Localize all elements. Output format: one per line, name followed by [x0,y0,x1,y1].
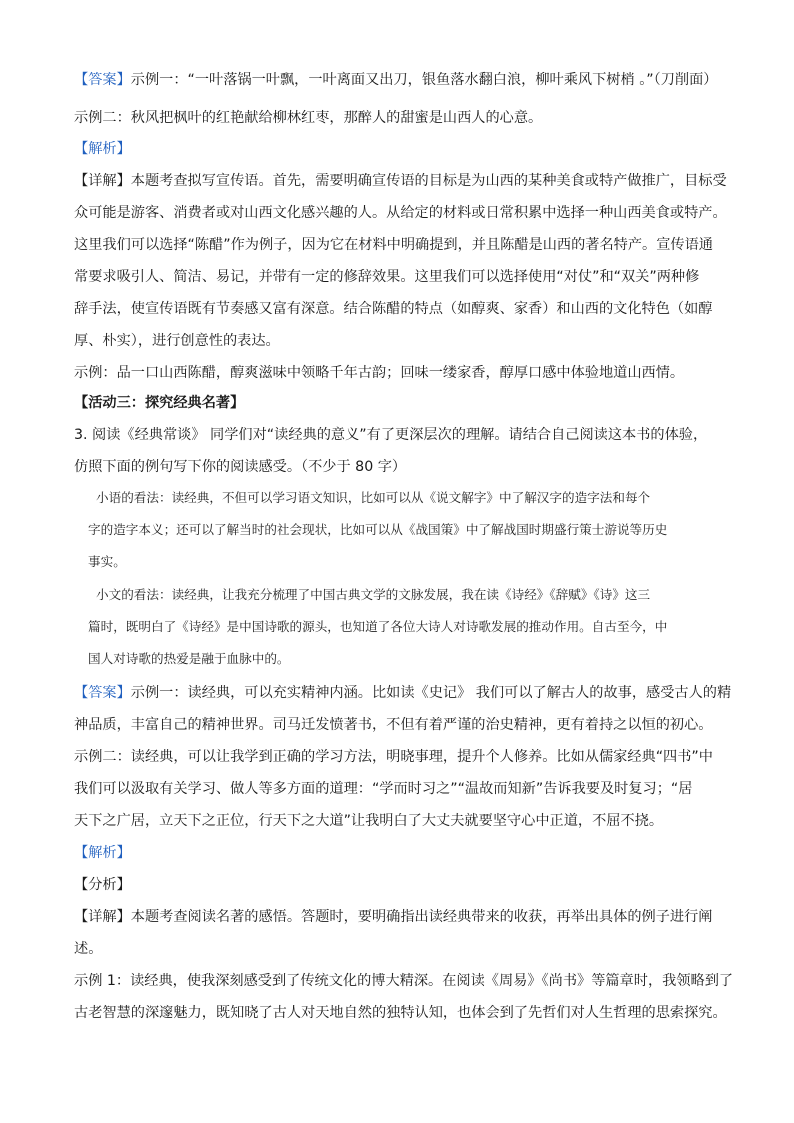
detail-text: 本题考查拟写宣传语。首先，需要明确宣传语的目标是为山西的某种美食或特产做推广，目标受 [130,173,727,189]
answer-example-2: 示例二：秋风把枫叶的红艳献给柳林红枣，那醉人的甜蜜是山西人的心意。 [74,110,543,126]
example-line: 示例 1：读经典，使我深刻感受到了传统文化的博大精深。在阅读《周易》《尚书》等篇章时，我领略到了 [74,973,734,989]
quote-line: 篇时，既明白了《诗经》是中国诗歌的源头，也知道了各位大诗人对诗歌发展的推动作用。自古至今，中 [88,619,668,634]
analysis-tag: 【解析】 [74,141,131,157]
section-heading: 【活动三：探究经典名著】 [74,395,245,411]
question-line: 3. 阅读《经典常谈》 同学们对“读经典的意义”有了更深层次的理解。请结合自己阅读这本书的体验， [74,427,708,443]
quote-line: 事实。 [88,554,126,569]
example-line: 示例二：读经典，可以让我学到正确的学习方法，明晓事理，提升个人修养。比如从儒家经典“四书”中 [74,749,713,765]
detail-line: 述。 [74,941,103,957]
detail-line: 辞手法，使宣传语既有节奏感又富有深意。结合陈醋的特点（如醇爽、家香）和山西的文化特色（如醇 [74,301,713,317]
detail-line: 众可能是游客、消费者或对山西文化感兴趣的人。从给定的材料或日常积累中选择一种山西美食或特产。 [74,205,727,221]
quote-line: 国人对诗歌的热爱是融于血脉中的。 [88,651,290,666]
quote-line: 小语的看法：读经典，不但可以学习语文知识，比如可以从《说文解字》中了解汉字的造字法和每个 [96,490,651,505]
answer-line [74,70,717,90]
answer-line [74,683,731,703]
detail-line: 常要求吸引人、简洁、易记，并带有一定的修辞效果。这里我们可以选择使用“对仗”和“双关”两种修 [74,269,700,285]
example-line: 示例：品一口山西陈醋，醇爽滋味中领略千年古韵；回味一缕家香，醇厚口感中体验地道山西情。 [74,365,685,381]
example-line: 我们可以汲取有关学习、做人等多方面的道理：“学而时习之”“温故而知新”告诉我要及时复习；“居 [74,781,693,797]
analysis-tag: 【解析】 [74,845,131,861]
question-line: 仿照下面的例句写下你的阅读感受。（不少于 80 字） [74,459,407,475]
detail-line [74,171,727,191]
answer-tag: 【答案】 [74,72,131,88]
answer-line: 神品质，丰富自己的精神世界。司马迁发愤著书，不但有着严谨的治史精神，更有着持之以恒的初心。 [74,717,713,733]
answer-text: 示例一：读经典，可以充实精神内涵。比如读《史记》 我们可以了解古人的故事，感受古人的精 [130,685,732,701]
example-line: 天下之广居，立天下之正位，行天下之大道”让我明白了大丈夫就要坚守心中正道，不屈不挠。 [74,813,664,829]
detail-line [74,907,712,927]
fenxi-tag: 【分析】 [74,877,131,893]
detail-tag: 【详解】 [74,173,131,189]
detail-line: 这里我们可以选择“陈醋”作为例子，因为它在材料中明确提到，并且陈醋是山西的著名特产。宣传语通 [74,237,713,253]
quote-line: 字的造字本义；还可以了解当时的社会现状，比如可以从《战国策》中了解战国时期盛行策士游说等历史 [88,522,668,537]
example-line: 古老智慧的深邃魅力，既知晓了古人对天地自然的独特认知，也体会到了先哲们对人生哲理的思索探究。 [74,1005,727,1021]
answer-tag: 【答案】 [74,685,131,701]
detail-line: 厚、朴实），进行创意性的表达。 [74,333,280,349]
detail-tag: 【详解】 [74,909,131,925]
quote-line: 小文的看法：读经典，让我充分梳理了中国古典文学的文脉发展，我在读《诗经》《辞赋》《诗》这三 [96,587,651,602]
answer-text: 示例一：“一叶落锅一叶飘，一叶离面又出刀，银鱼落水翻白浪，柳叶乘风下树梢 。”（刀削面） [130,72,718,88]
detail-text: 本题考查阅读名著的感悟。答题时，要明确指出读经典带来的收获，再举出具体的例子进行阐 [130,909,713,925]
